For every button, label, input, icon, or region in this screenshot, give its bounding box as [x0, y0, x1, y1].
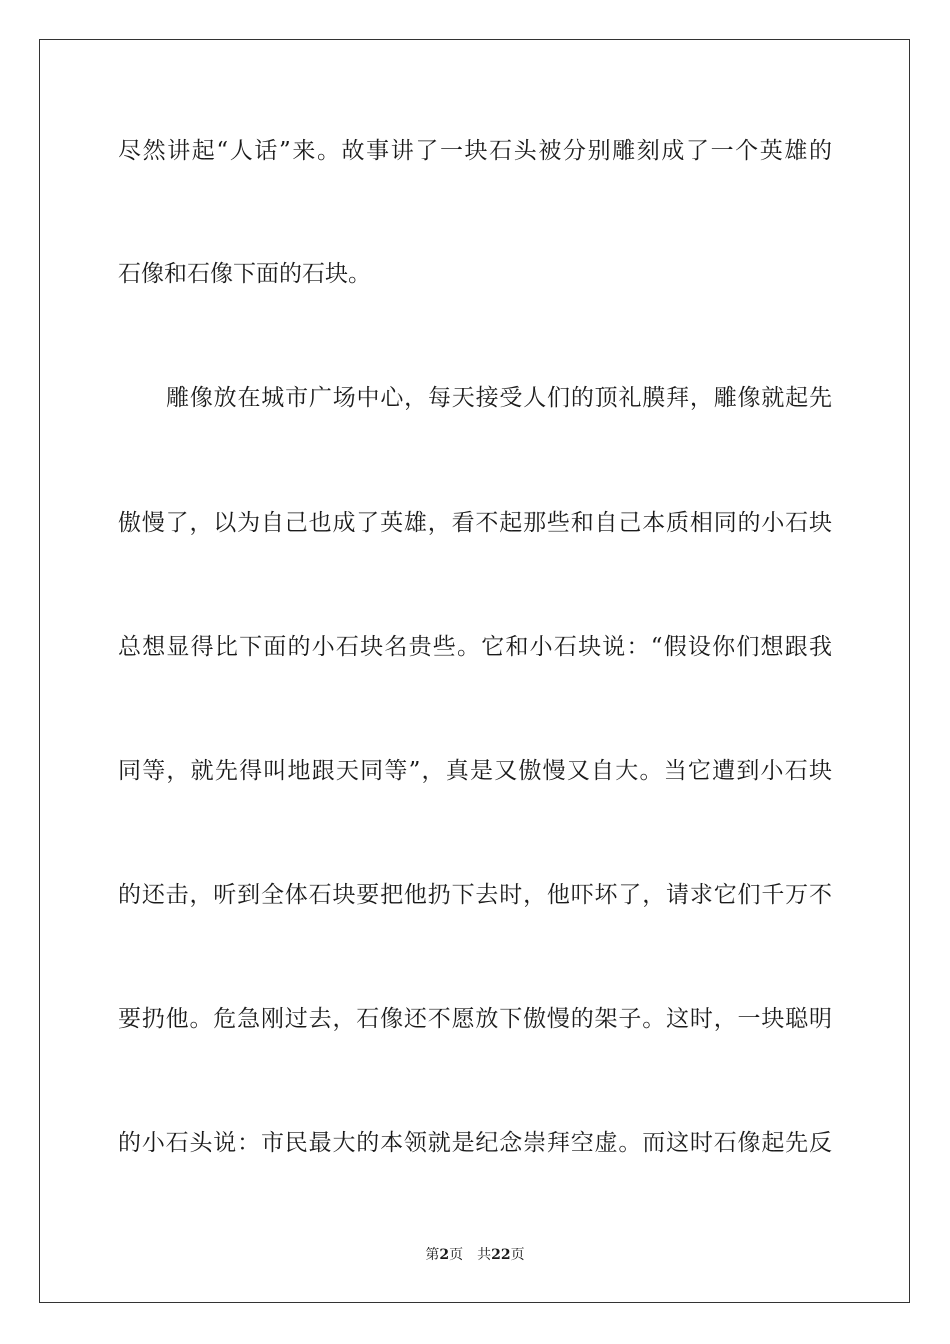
text-line-9: 的小石头说：市民最大的本领就是纪念崇拜空虚。而这时石像起先反: [118, 1130, 832, 1156]
page-border: [39, 39, 910, 1303]
total-prefix: 共: [477, 1247, 492, 1263]
text-line-4: 傲慢了，以为自己也成了英雄，看不起那些和自己本质相同的小石块: [118, 510, 832, 536]
page-current: 2: [439, 1247, 450, 1263]
page-prefix: 第: [425, 1247, 440, 1263]
text-line-8: 要扔他。危急刚过去，石像还不愿放下傲慢的架子。这时，一块聪明: [118, 1006, 832, 1032]
page-total: 22: [491, 1247, 511, 1263]
page-footer: [0, 1245, 950, 1265]
text-line-3: 雕像放在城市广场中心，每天接受人们的顶礼膜拜，雕像就起先: [166, 385, 832, 411]
page-unit: 页: [449, 1247, 464, 1263]
text-line-6: 同等，就先得叫地跟天同等”，真是又傲慢又自大。当它遭到小石块: [118, 758, 832, 784]
text-line-1: 尽然讲起“人话”来。故事讲了一块石头被分别雕刻成了一个英雄的: [118, 138, 832, 164]
total-unit: 页: [510, 1247, 525, 1263]
text-line-2: 石像和石像下面的石块。: [118, 261, 371, 287]
text-line-7: 的还击，听到全体石块要把他扔下去时，他吓坏了，请求它们千万不: [118, 882, 832, 908]
text-line-5: 总想显得比下面的小石块名贵些。它和小石块说：“假设你们想跟我: [118, 634, 832, 660]
